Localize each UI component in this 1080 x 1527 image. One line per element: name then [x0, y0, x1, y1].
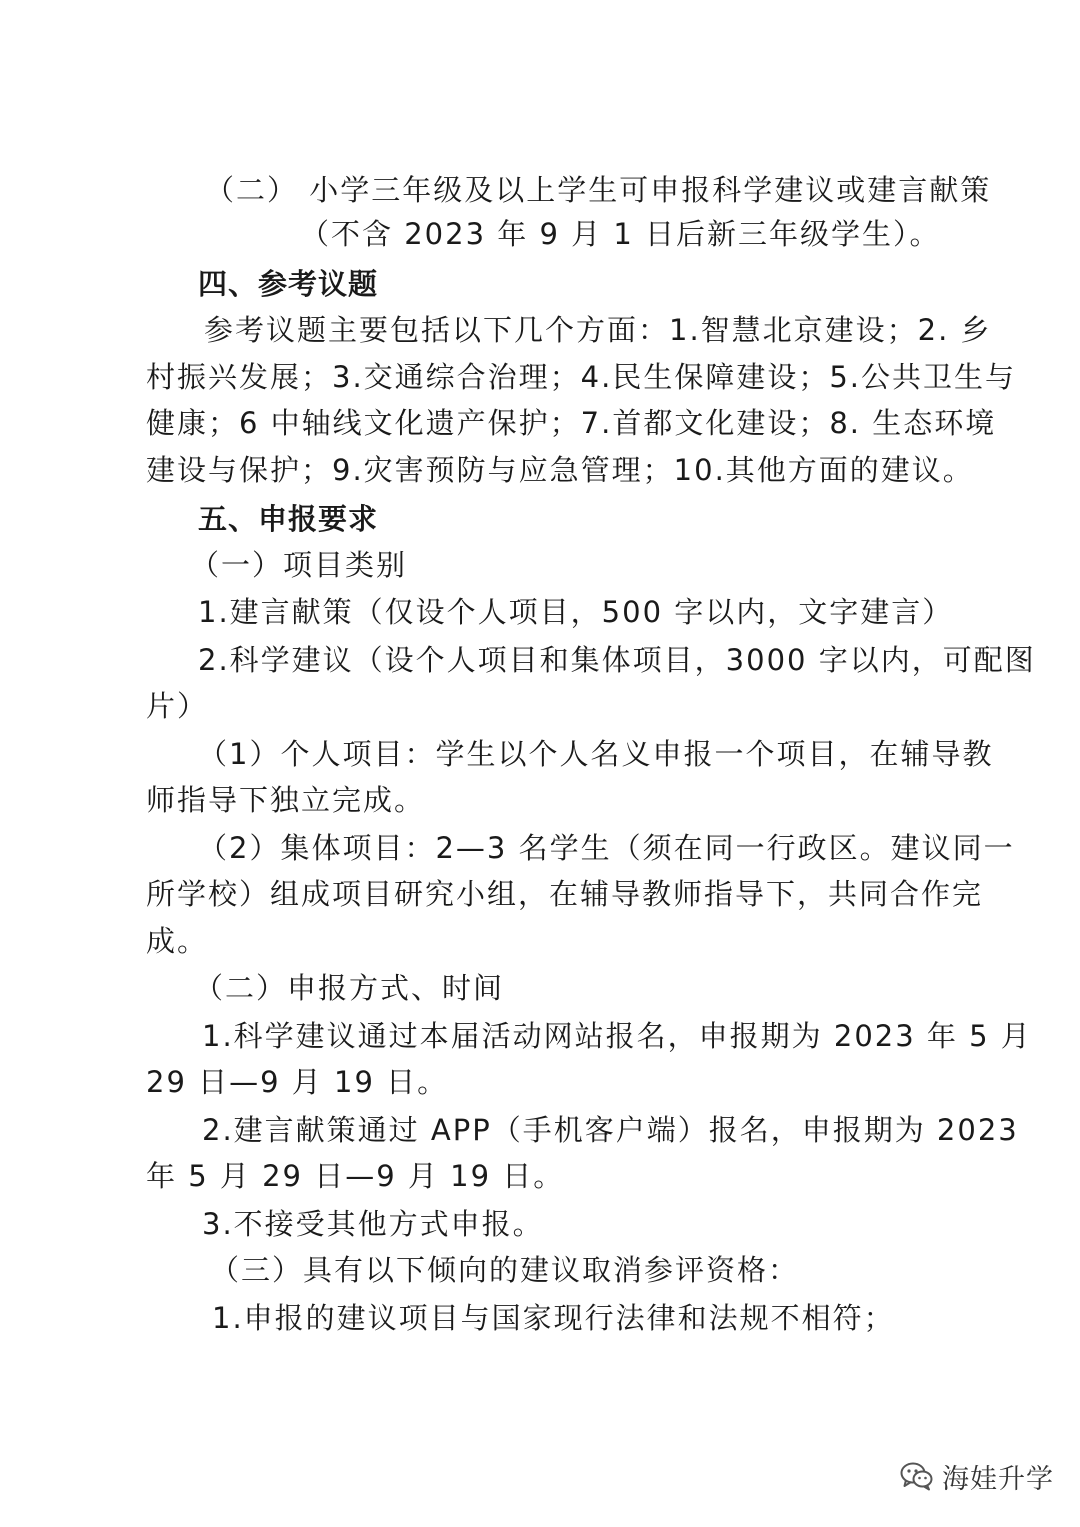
paragraph-line: 成。 [146, 924, 209, 958]
paragraph-line: 1.科学建议通过本届活动网站报名，申报期为 2023 年 5 月 [202, 1019, 1032, 1053]
wechat-icon [900, 1461, 934, 1491]
watermark [900, 1456, 1054, 1496]
paragraph-line: 29 日—9 月 19 日。 [146, 1065, 449, 1099]
section-heading-4: 四、参考议题 [198, 267, 379, 301]
paragraph-line: 师指导下独立完成。 [146, 783, 426, 817]
paragraph-line: 村振兴发展；3.交通综合治理；4.民生保障建设；5.公共卫生与 [146, 360, 1017, 394]
watermark-text: 海娃升学 [942, 1463, 1054, 1495]
subsection-heading: （三）具有以下倾向的建议取消参评资格： [210, 1253, 800, 1287]
paragraph-line: （不含 2023 年 9 月 1 日后新三年级学生）。 [300, 217, 941, 251]
paragraph-line: （1）个人项目：学生以个人名义申报一个项目，在辅导教 [198, 737, 994, 771]
paragraph-line: 年 5 月 29 日—9 月 19 日。 [146, 1159, 565, 1193]
paragraph-line: 3.不接受其他方式申报。 [202, 1207, 544, 1241]
paragraph-line: 建设与保护；9.灾害预防与应急管理；10.其他方面的建议。 [146, 453, 974, 487]
paragraph-line: 2.建言献策通过 APP（手机客户端）报名，申报期为 2023 [202, 1113, 1019, 1147]
paragraph-line: 参考议题主要包括以下几个方面：1.智慧北京建设；2. 乡 [204, 313, 992, 347]
paragraph-line: 2.科学建议（设个人项目和集体项目，3000 字以内，可配图 [198, 643, 1036, 677]
paragraph-line: （二） 小学三年级及以上学生可申报科学建议或建言献策 [205, 173, 992, 207]
section-heading-5: 五、申报要求 [198, 502, 379, 536]
paragraph-line: 片） [146, 689, 209, 723]
paragraph-line: 健康；6 中轴线文化遗产保护；7.首都文化建设；8. 生态环境 [146, 406, 997, 440]
paragraph-line: 所学校）组成项目研究小组，在辅导教师指导下，共同合作完 [146, 877, 984, 911]
subsection-heading: （一）项目类别 [190, 548, 408, 582]
paragraph-line: （2）集体项目：2—3 名学生（须在同一行政区。建议同一 [198, 831, 1015, 865]
subsection-heading: （二）申报方式、时间 [194, 971, 505, 1005]
paragraph-line: 1.建言献策（仅设个人项目，500 字以内，文字建言） [198, 595, 954, 629]
paragraph-line: 1.申报的建议项目与国家现行法律和法规不相符； [212, 1301, 895, 1335]
